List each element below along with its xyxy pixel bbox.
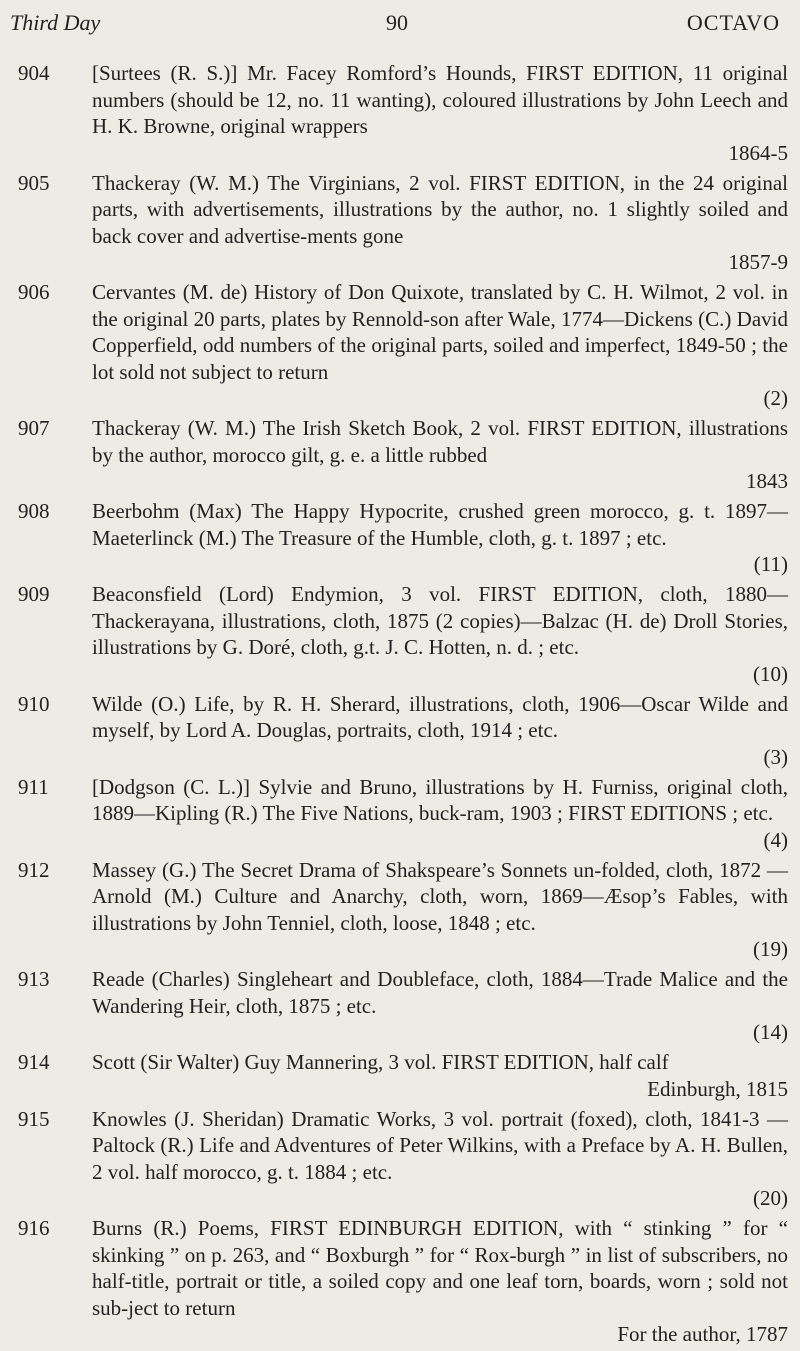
lot-entry-907 (18, 415, 788, 495)
lot-entry-904 (18, 60, 788, 166)
lot-description: Massey (G.) The Secret Drama of Shakspeare’s Sonnets un-folded, cloth, 1872 — Arnold (M.) Culture and Anarchy, cloth, worn, 1869—Æsop’s Fables, with illustrations by John Tenniel, cloth, loose, 1848 ; etc. (92, 857, 788, 935)
lot-count: (2) (763, 386, 788, 410)
lot-entry-915 (18, 1106, 788, 1212)
lot-description: Reade (Charles) Singleheart and Doubleface, cloth, 1884—Trade Malice and the Wandering Heir, cloth, 1875 ; etc. (92, 967, 788, 1018)
day-heading: Third Day (10, 10, 101, 35)
lot-number: 913 (18, 967, 50, 991)
lot-entry-913 (18, 966, 788, 1046)
lot-description: [Surtees (R. S.)] Mr. Facey Romford’s Hounds, FIRST EDITION, 11 original numbers (should be 12, no. 11 wanting), coloured illustrations by John Leech and H. K. Browne, original wrappers (92, 61, 788, 138)
lot-number: 905 (18, 170, 50, 195)
lot-count: (4) (763, 827, 788, 852)
lot-entry-910 (18, 691, 788, 771)
lot-description: [Dodgson (C. L.)] Sylvie and Bruno, illustrations by H. Furniss, original cloth, 1889—Kipling (R.) The Five Nations, buck-ram, 1903 ; FIRST EDITIONS ; etc. (92, 774, 788, 825)
lot-description: Wilde (O.) Life, by R. H. Sherard, illustrations, cloth, 1906—Oscar Wilde and myself, by Lord A. Douglas, portraits, cloth, 1914 ; etc. (92, 691, 788, 742)
lot-date: 1843 (746, 469, 788, 493)
lot-number: 906 (18, 280, 50, 304)
lot-number: 910 (18, 691, 50, 716)
lot-number: 909 (18, 582, 50, 606)
lot-imprint: For the author, 1787 (617, 1322, 788, 1346)
lot-number: 914 (18, 1050, 50, 1074)
lot-entry-911 (18, 774, 788, 854)
lot-description: Scott (Sir Walter) Guy Mannering, 3 vol. FIRST EDITION, half calf (92, 1050, 669, 1074)
lot-count: (3) (763, 744, 788, 769)
lot-date: 1857-9 (728, 250, 788, 274)
lot-description: Thackeray (W. M.) The Virginians, 2 vol. FIRST EDITION, in the 24 original parts, with advertisements, illustrations by the author, no. 1 slightly soiled and back cover and advertise-ments gone (92, 170, 788, 248)
lot-number: 915 (18, 1106, 50, 1131)
page-header (10, 10, 780, 46)
lot-description: Knowles (J. Sheridan) Dramatic Works, 3 vol. portrait (foxed), cloth, 1841-3 — Paltock (R.) Life and Adventures of Peter Wilkins, with a Preface by A. H. Bullen, 2 vol. half morocco, g. t. 1884 ; etc. (92, 1106, 788, 1184)
format-heading: OCTAVO (686, 10, 780, 35)
lot-number: 911 (18, 774, 49, 799)
lot-description: Beerbohm (Max) The Happy Hypocrite, crushed green morocco, g. t. 1897—Maeterlinck (M.) The Treasure of the Humble, cloth, g. t. 1897 ; etc. (92, 499, 788, 550)
lot-entry-916 (18, 1215, 788, 1348)
lot-entry-912 (18, 857, 788, 963)
lot-number: 912 (18, 857, 50, 882)
lot-number: 908 (18, 499, 50, 523)
lot-list (18, 60, 788, 1351)
lot-number: 907 (18, 416, 50, 440)
lot-entry-908 (18, 498, 788, 578)
lot-description: Beaconsfield (Lord) Endymion, 3 vol. FIRST EDITION, cloth, 1880—Thackerayana, illustrations, cloth, 1875 (2 copies)—Balzac (H. de) Droll Stories, illustrations by G. Doré, cloth, g.t. J. C. Hotten, n. d. ; etc. (92, 582, 788, 659)
lot-entry-906 (18, 279, 788, 412)
lot-number: 904 (18, 61, 50, 85)
lot-entry-914 (18, 1049, 788, 1102)
lot-date: 1864-5 (728, 140, 788, 165)
lot-entry-909 (18, 581, 788, 687)
lot-description: Burns (R.) Poems, FIRST EDINBURGH EDITION, with “ stinking ” for “ skinking ” on p. 263, and “ Boxburgh ” for “ Rox-burgh ” in list of subscribers, no half-title, portrait or title, a soiled copy and one leaf torn, boards, worn ; sold not sub-ject to return (92, 1216, 788, 1320)
lot-entry-905 (18, 170, 788, 276)
lot-count: (19) (753, 937, 788, 961)
lot-count: (11) (753, 552, 788, 576)
lot-imprint: Edinburgh, 1815 (647, 1076, 788, 1101)
lot-count: (20) (753, 1186, 788, 1210)
lot-count: (10) (753, 661, 788, 686)
lot-description: Thackeray (W. M.) The Irish Sketch Book, 2 vol. FIRST EDITION, illustrations by the author, morocco gilt, g. e. a little rubbed (92, 416, 788, 467)
lot-number: 916 (18, 1216, 50, 1240)
page-number: 90 (386, 10, 408, 35)
lot-description: Cervantes (M. de) History of Don Quixote, translated by C. H. Wilmot, 2 vol. in the original 20 parts, plates by Rennold-son after Wale, 1774—Dickens (C.) David Copperfield, odd numbers of the original parts, soiled and imperfect, 1849-50 ; the lot sold not subject to return (92, 280, 788, 384)
lot-count: (14) (753, 1020, 788, 1044)
